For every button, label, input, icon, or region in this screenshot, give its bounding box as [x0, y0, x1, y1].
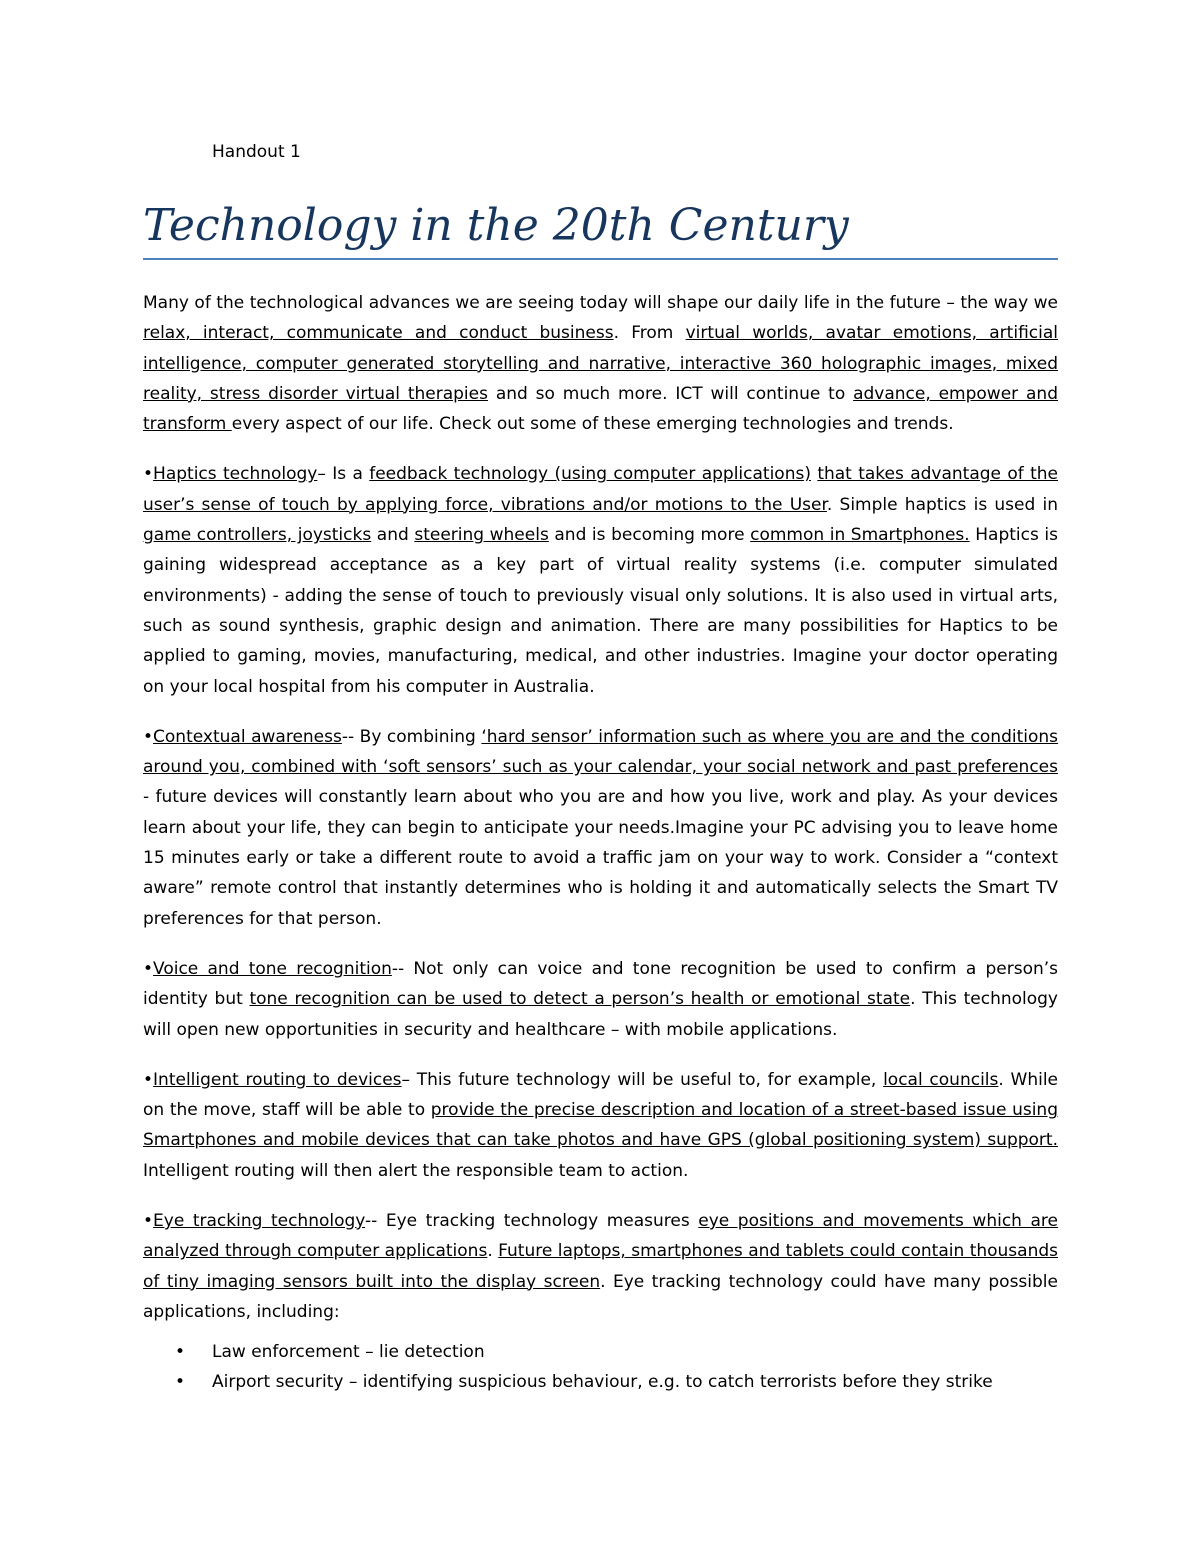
list-item	[143, 1367, 1058, 1397]
voice-underlined-text: tone recognition can be used to detect a person’s health or emotional state	[249, 989, 911, 1010]
voice-term: Voice and tone recognition	[153, 958, 392, 979]
haptics-term: Haptics technology	[153, 464, 318, 485]
intro-text: . From	[613, 323, 686, 344]
voice-text: -- Not only can voice and tone recognition be used to confirm a person’s identity but	[143, 958, 1058, 1010]
eye-tracking-underlined-text: Future laptops, smartphones and tablets could contain thousands of tiny imaging sensors built into the display screen	[143, 1241, 1059, 1292]
title-underline-rule	[143, 258, 1058, 260]
haptics-underlined-text: game controllers, joysticks	[143, 525, 372, 546]
intro-underlined-text: virtual worlds, avatar emotions, artificial intelligence, computer generated storytelling and narrative, interactive 360 holographic images, mixed reality, stress disorder virtual therapies	[143, 323, 1058, 404]
haptics-text: and is becoming more	[548, 525, 751, 546]
routing-paragraph	[143, 1065, 1058, 1186]
routing-underlined-text: local councils	[883, 1069, 999, 1090]
intro-paragraph	[143, 288, 1058, 439]
routing-term: Intelligent routing to devices	[153, 1069, 402, 1090]
haptics-text: and	[371, 525, 415, 546]
handout-label: Handout 1	[212, 142, 301, 162]
haptics-paragraph	[143, 459, 1058, 701]
contextual-underlined-text: ‘hard sensor’ information such as where you are and the conditions around you, combined with ‘soft sensors’ such as your calendar, your social network and past preferences	[143, 726, 1058, 778]
intro-underlined-text: advance, empower and transform	[143, 383, 1058, 435]
eye-tracking-paragraph	[143, 1206, 1058, 1327]
contextual-term: Contextual awareness	[153, 726, 342, 747]
bullet-glyph: •	[143, 464, 154, 485]
list-item-text: Law enforcement – lie detection	[212, 1342, 485, 1363]
routing-text: Intelligent routing will then alert the responsible team to action.	[143, 1160, 689, 1181]
routing-text: – This future technology will be useful to, for example,	[401, 1069, 884, 1090]
haptics-underlined-text: steering wheels	[414, 525, 549, 546]
voice-text: . This technology will open new opportunities in security and healthcare – with mobile applications.	[143, 989, 1058, 1040]
intro-underlined-text: relax, interact, communicate and conduct business	[143, 323, 614, 344]
bullet-glyph: •	[143, 726, 154, 747]
routing-underlined-text: provide the precise description and location of a street-based issue using Smartphones and mobile devices that can take photos and have GPS (global positioning system) support.	[143, 1100, 1058, 1151]
eye-tracking-underlined-text: eye positions and movements which are analyzed through computer applications	[143, 1211, 1059, 1262]
routing-text: . While on the move, staff will be able to	[143, 1069, 1059, 1121]
haptics-underlined-text: that takes advantage of the user’s sense of touch by applying force, vibrations and/or motions to the User	[143, 464, 1058, 515]
eye-tracking-text: . Eye tracking technology could have many possible applications, including:	[143, 1271, 1058, 1322]
bullet-glyph: •	[143, 1069, 154, 1090]
contextual-text: -- By combining	[341, 726, 482, 747]
intro-text: Many of the technological advances we are seeing today will shape our daily life in the future – the way we	[143, 293, 1058, 313]
list-item-text: Airport security – identifying suspicious behaviour, e.g. to catch terrorists before they strike	[212, 1372, 993, 1393]
haptics-underlined-text: common in Smartphones.	[750, 525, 970, 546]
haptics-text: Haptics is gaining widespread acceptance as a key part of virtual reality systems (i.e. computer simulated environments) - adding the sense of touch to previously visual only solutions. It is also used in virtual arts, such as sound synthesis, graphic design and animation. There are many possibilities for Haptics to be applied to gaming, movies, manufacturing, medical, and other industries. Imagine your doctor operating on your local hospital from his computer in Australia.	[143, 525, 1058, 697]
eye-tracking-text: -- Eye tracking technology measures	[365, 1211, 699, 1232]
intro-text: every aspect of our life. Check out some of these emerging technologies and trends.	[231, 414, 954, 435]
contextual-paragraph	[143, 722, 1058, 934]
contextual-text: - future devices will constantly learn about who you are and how you live, work and play. As your devices learn about your life, they can begin to anticipate your needs.Imagine your PC advising you to leave home 15 minutes early or take a different route to avoid a traffic jam on your way to work. Consider a “context aware” remote control that instantly determines who is holding it and automatically selects the Smart TV preferences for that person.	[143, 787, 1058, 929]
applications-list	[143, 1337, 1058, 1397]
bullet-glyph: •	[143, 1211, 154, 1232]
haptics-underlined-text: feedback technology (using computer applications)	[369, 464, 811, 485]
voice-paragraph	[143, 954, 1058, 1045]
document-body	[143, 288, 1058, 1397]
list-item	[143, 1337, 1058, 1367]
intro-text: and so much more. ICT will continue to	[487, 383, 854, 404]
haptics-text: . Simple haptics is used in	[826, 494, 1058, 515]
bullet-glyph: •	[175, 1342, 186, 1363]
bullet-glyph: •	[175, 1372, 186, 1393]
eye-tracking-term: Eye tracking technology	[153, 1211, 366, 1232]
haptics-text: – Is a	[317, 464, 370, 485]
eye-tracking-text: .	[487, 1241, 499, 1262]
bullet-glyph: •	[143, 958, 154, 979]
page-title: Technology in the 20th Century	[143, 200, 849, 251]
